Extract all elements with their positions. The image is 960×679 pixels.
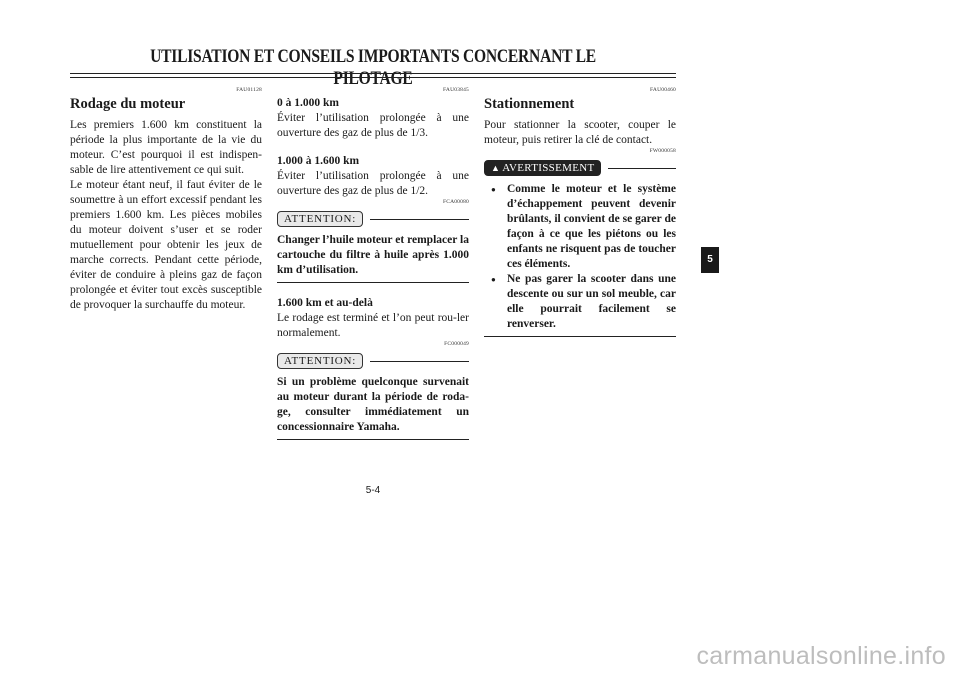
reference-code: FAU00460 (650, 87, 676, 93)
caution-label: ATTENTION: (277, 353, 363, 369)
warning-label-box (484, 160, 676, 176)
list-item: ● Comme le moteur et le système d’échappement peuvent devenir brûlants, il convient de se garer de façon à ce que les piétons ou les enfants ne risquent pas de toucher ces éléments. (484, 182, 676, 272)
caution-label-box (277, 353, 469, 369)
watermark: carmanualsonline.info (696, 642, 946, 670)
column-break-in (70, 87, 262, 313)
caution-label: ATTENTION: (277, 211, 363, 227)
column-break-in-stages (277, 87, 469, 440)
paragraph: Pour stationner la scooter, couper le moteur, puis retirer la clé de contact. (484, 119, 676, 146)
paragraph: Éviter l’utilisation prolongée à une ouverture des gaz de plus de 1/2. (277, 170, 469, 197)
warning-label (484, 160, 601, 176)
warning-label-text: AVERTISSEMENT (502, 162, 595, 174)
reference-code: FAU01128 (236, 87, 262, 93)
warning-list (484, 182, 676, 332)
caution-text: Changer l’huile moteur et remplacer la cartouche du filtre à huile après 1.000 km d’utilisation. (277, 234, 469, 276)
column-parking (484, 87, 676, 337)
page-header-title: UTILISATION ET CONSEILS IMPORTANTS CONCERNANT LE PILOTAGE (150, 46, 596, 89)
divider (608, 168, 676, 169)
reference-code: FAU03845 (443, 87, 469, 93)
list-item: ● Ne pas garer la scooter dans une descente ou sur un sol meuble, car elle pourrait facilement se renverser. (484, 272, 676, 332)
section-heading-break-in: Rodage du moteur (70, 96, 186, 112)
page-number: 5-4 (365, 485, 381, 496)
paragraph: Le rodage est terminé et l’on peut rou-ler normalement. (277, 312, 469, 339)
stage-heading: 0 à 1.000 km (277, 97, 339, 109)
paragraph: Éviter l’utilisation prolongée à une ouverture des gaz de plus de 1/3. (277, 112, 469, 139)
stage-heading: 1.000 à 1.600 km (277, 155, 360, 167)
divider (277, 439, 469, 440)
warning-triangle-icon: ▲ (491, 163, 501, 173)
divider (484, 336, 676, 337)
caution-label-box (277, 211, 469, 227)
caution-text: Si un problème quelconque survenait au moteur durant la période de roda-ge, consulter immédiatement un concessionnaire Yamaha. (277, 376, 469, 433)
divider (370, 361, 469, 362)
paragraph: Le moteur étant neuf, il faut éviter de le soumettre à un effort excessif pendant les premiers 1.600 km. Les pièces mobiles du moteur doivent s’user et se roder mutuellement pour obtenir les jeux de marche corrects. Pendant cette période, éviter de conduire à pleins gaz de façon prolongée et éviter tout excès susceptible de provoquer la surchauffe du moteur. (70, 179, 262, 311)
paragraph: Les premiers 1.600 km constituent la période la plus importante de la vie du moteur. C’est pourquoi il est indispen-sable de lire attentivement ce qui suit. (70, 119, 262, 176)
chapter-tab: 5 (701, 247, 719, 273)
section-heading-parking: Stationnement (484, 96, 575, 112)
stage-heading: 1.600 km et au-delà (277, 297, 373, 309)
reference-code: FW000058 (649, 148, 676, 154)
header-rule-bottom (70, 77, 676, 78)
reference-code: FC000049 (444, 341, 469, 347)
reference-code: FCA00080 (442, 199, 469, 205)
divider (370, 219, 469, 220)
header-rule-top (70, 73, 676, 74)
